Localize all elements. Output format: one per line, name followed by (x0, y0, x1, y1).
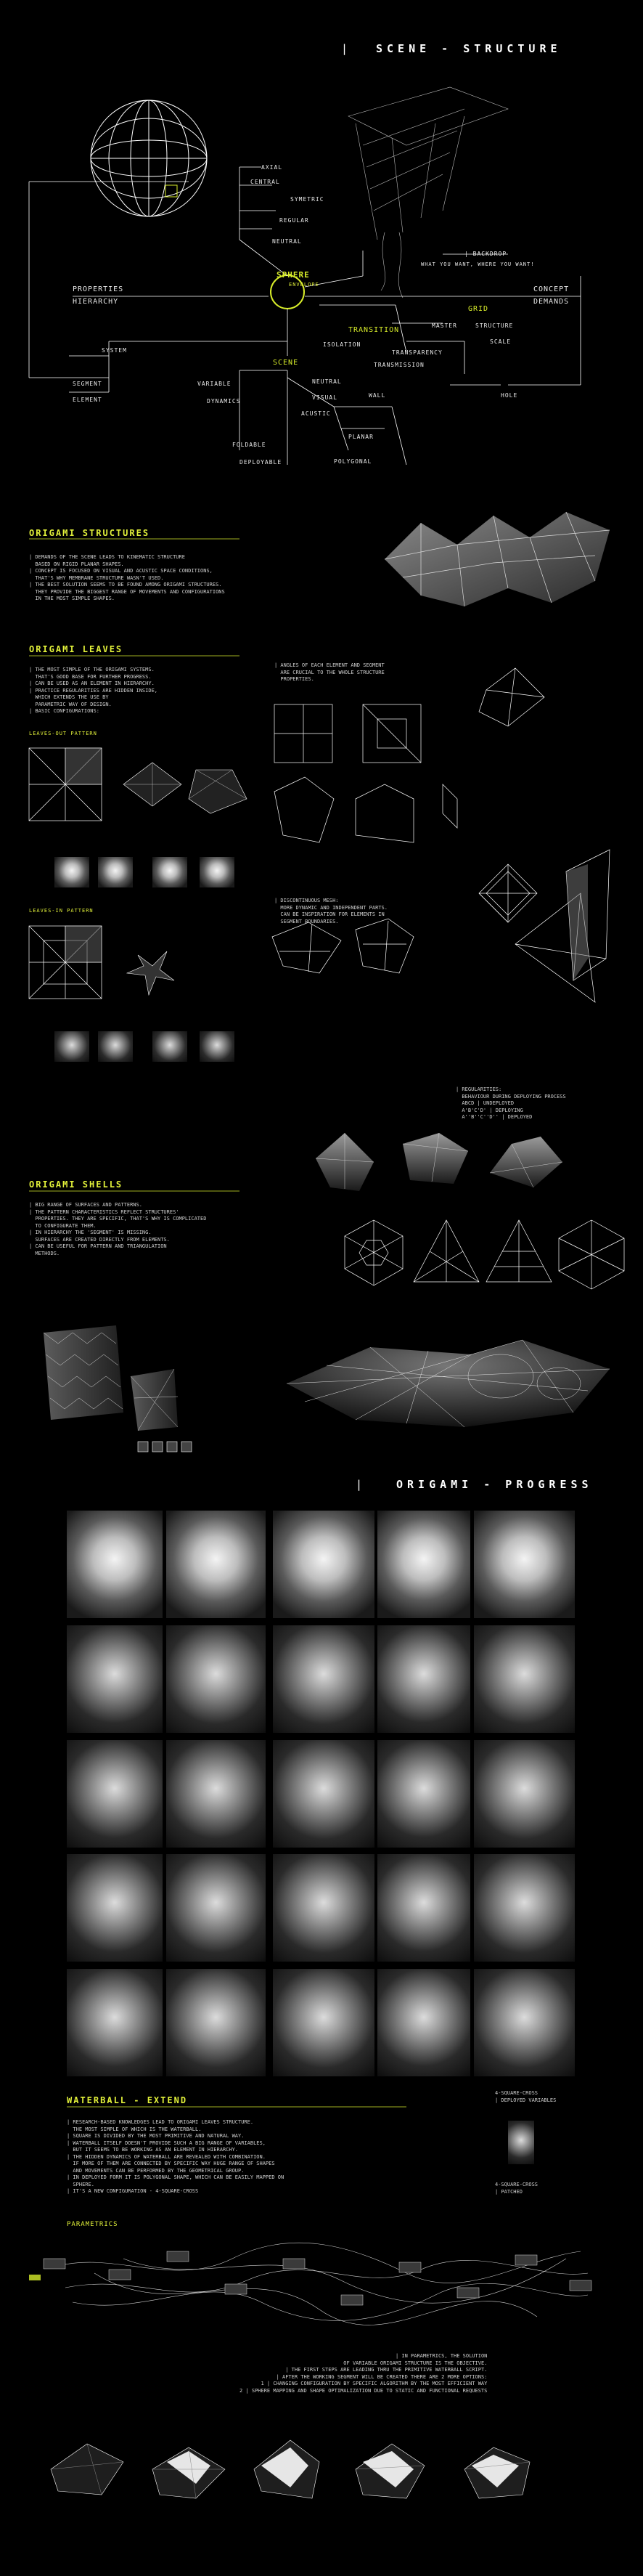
section-title-waterball: WATERBALL - EXTEND (67, 2095, 188, 2105)
label-segment: SEGMENT (73, 381, 102, 387)
waterball-deployed-photo (508, 2121, 534, 2164)
progress-photo-r1-c1 (67, 1511, 163, 1618)
label-grid: GRID (468, 305, 489, 313)
progress-photo-r4-c1 (67, 1854, 163, 1962)
shells-geodesic-surface (283, 1318, 617, 1434)
progress-photo-r2-c2 (166, 1625, 266, 1733)
label-transmission: TRANSMISSION (374, 362, 425, 368)
label-element: ELEMENT (73, 397, 102, 403)
label-dynamics: DYNAMICS (207, 398, 241, 405)
progress-photo-r2-c4 (377, 1625, 470, 1733)
progress-photo-r4-c2 (166, 1854, 266, 1962)
label-planar: PLANAR (348, 434, 374, 440)
title-underline (0, 2105, 643, 2113)
progress-photo-r2-c5 (474, 1625, 575, 1733)
progress-photo-r4-c5 (474, 1854, 575, 1962)
progress-photo-r1-c5 (474, 1511, 575, 1618)
label-structure: STRUCTURE (475, 322, 514, 329)
leaves-out-pattern-diagrams (29, 748, 290, 835)
progress-photo-r5-c4 (377, 1969, 470, 2076)
label-regular: REGULAR (279, 217, 309, 224)
label-concept: CONCEPT (533, 285, 570, 293)
label-wall: WALL (369, 392, 386, 399)
waterball-patched-label: 4-SQUARE-CROSS | PATCHED (495, 2182, 538, 2195)
progress-photo-r3-c4 (377, 1740, 470, 1848)
waterball-text: | RESEARCH-BASED KNOWLEDGES LEAD TO ORIGAMI LEAVES STRUCTURE. THE MOST SIMPLE OF WHICH IS THE WATERBALL. | SQUARE IS DIVIDED BY THE MOST PRIMITIVE AND NATURAL WAY. | WATERBALL ITSELF DOESN'T PROVIDE SUCH A BIG RANGE OF VARIABLES, BUT IT SEEMS TO BE WORKING AS AN ELEMENT IN HIERARCHY. | THE HIDDEN DYNAMICS OF WATERBALL ARE REVEALED WITH COMBINATION. IF MORE OF THEM ARE CONNECTED BY SPECIFIC WAY HUGE RANGE OF SHAPES AND MOVEMENTS CAN BE PERFORMED BY THE GEOMETRICAL GROUP. | IN DEPLOYED FORM IT IS POLYGONAL SHAPE, WHICH CAN BE EASILY MAPPED ON SPHERE. | IT'S A NEW CONFIGURATION - 4-SQUARE-CROSS (67, 2119, 284, 2194)
mindmap-diagram (0, 0, 643, 508)
label-master: MASTER (432, 322, 457, 329)
label-visual: VISUAL (312, 394, 337, 401)
progress-photo-r3-c1 (67, 1740, 163, 1848)
section-title-origami-structures: ORIGAMI STRUCTURES (29, 528, 150, 538)
leaves-angle-diagrams (269, 654, 617, 1017)
label-sphere: SPHERE (277, 270, 310, 280)
label-isolation: ISOLATION (323, 341, 361, 348)
shells-folded-paper-renders (29, 1311, 290, 1456)
label-polygonal: POLYGONAL (334, 458, 372, 465)
leaves-in-photo-4 (200, 1031, 234, 1062)
parametrics-title: PARAMETRICS (67, 2221, 118, 2228)
progress-photo-r1-c4 (377, 1511, 470, 1618)
folded-surface-render (377, 494, 624, 610)
progress-photo-r5-c2 (166, 1969, 266, 2076)
shells-renders-top (308, 1129, 613, 1209)
leaves-in-pattern-label: LEAVES-IN PATTERN (29, 908, 94, 914)
progress-photo-r1-c2 (166, 1511, 266, 1618)
label-envelope: ENVELOPE (289, 282, 319, 288)
leaves-in-pattern-diagrams (29, 926, 290, 1013)
leaves-photo-1 (54, 857, 89, 887)
label-neutral: NEUTRAL (272, 238, 302, 245)
label-hierarchy: HIERARCHY (73, 298, 119, 306)
leaves-in-photo-2 (98, 1031, 133, 1062)
label-transparency: TRANSPARENCY (392, 349, 443, 356)
section-title-origami-shells: ORIGAMI SHELLS (29, 1179, 123, 1190)
progress-photo-r5-c5 (474, 1969, 575, 2076)
leaves-photo-4 (200, 857, 234, 887)
progress-photo-r5-c3 (273, 1969, 374, 2076)
label-foldable: FOLDABLE (232, 442, 266, 448)
label-axial: AXIAL (261, 164, 283, 171)
leaves-in-photo-3 (152, 1031, 187, 1062)
label-backdrop: | BACKDROP (464, 251, 507, 257)
section-title-origami-leaves: ORIGAMI LEAVES (29, 644, 123, 654)
header-bar-2: | (356, 1478, 363, 1491)
progress-photo-r4-c3 (273, 1854, 374, 1962)
sphere-wireframe (91, 100, 207, 216)
label-variable: VARIABLE (197, 381, 232, 387)
leaves-regularities-text: | REGULARITIES: BEHAVIOUR DURING DEPLOYING PROCESS ABCD | UNDEPLOYED A'B'C'D' | DEPLOYING A''B''C''D'' | DEPLOYED (456, 1086, 566, 1120)
label-system: SYSTEM (102, 347, 127, 354)
label-hole: HOLE (501, 392, 518, 399)
leaves-discontinuous-text: | DISCONTINUOUS MESH: MORE DYNAMIC AND INDEPENDENT PARTS. CAN BE INSPIRATION FOR ELEMENTS IN SEGMENT BOUNDARIES. (274, 898, 388, 925)
progress-photo-r3-c2 (166, 1740, 266, 1848)
label-scene: SCENE (273, 359, 299, 367)
label-deployable: DEPLOYABLE (239, 459, 282, 466)
page-title-origami-progress: ORIGAMI - PROGRESS (396, 1478, 593, 1491)
header-bar: | (341, 42, 348, 55)
shells-text: | BIG RANGE OF SURFACES AND PATTERNS. | THE PATTERN CHARACTERISTICS REFLECT STRUCTURES' PROPERTIES. THEY ARE SPECIFIC, THAT'S WHY IS COMPLICATED TO CONFIGURATE THEM. | IN HIERARCHY THE 'SEGMENT' IS MISSING. SURFACES ARE CREATED DIRECTLY FROM ELEMENTS. | CAN BE USEFUL FOR PATTERN AND TRIANGULATION METHODS. (29, 1202, 207, 1256)
parametrics-node-graph (29, 2230, 610, 2346)
label-demands: DEMANDS (533, 298, 570, 306)
leaves-photo-2 (98, 857, 133, 887)
progress-photo-r5-c1 (67, 1969, 163, 2076)
label-backdrop-question: WHAT YOU WANT, WHERE YOU WANT! (421, 261, 535, 267)
origami-structures-text: | DEMANDS OF THE SCENE LEADS TO KINEMATIC STRUCTURE BASED ON RIGID PLANAR SHAPES. | CONCEPT IS FOCUSED ON VISUAL AND ACUSTIC SPACE CONDITIONS, THAT'S WHY MEMBRANE STRUCTURE WASN'T USED. | THE BEST SOLUTION SEEMS TO BE FOUND AMONG ORIGAMI STRUCTURES. THEY PROVIDE THE BIGGEST RANGE OF MOVEMENTS AND CONFIGURATIONS IN THE MOST SIMPLE SHAPES. (29, 554, 225, 601)
progress-photo-r4-c4 (377, 1854, 470, 1962)
leaves-text: | THE MOST SIMPLE OF THE ORIGAMI SYSTEMS. THAT'S GOOD BASE FOR FURTHER PROGRESS. | CAN BE USED AS AN ELEMENT IN HIERARCHY. | PRACTICE REGULARITIES ARE HIDDEN INSIDE, WHICH EXTENDS THE USE BY PARAMETRIC WAY OF DESIGN. | BASIC CONFIGURATIONS: (29, 667, 158, 714)
label-symetric: SYMETRIC (290, 196, 324, 203)
label-transition: TRANSITION (348, 326, 400, 334)
progress-photo-r1-c3 (273, 1511, 374, 1618)
leaves-out-pattern-label: LEAVES-OUT PATTERN (29, 731, 97, 736)
progress-photo-r3-c5 (474, 1740, 575, 1848)
label-neutral-2: NEUTRAL (312, 378, 342, 385)
progress-photo-r3-c3 (273, 1740, 374, 1848)
label-scale: SCALE (490, 338, 512, 345)
waterball-deployed-label: 4-SQUARE-CROSS | DEPLOYED VARIABLES (495, 2090, 557, 2103)
parametrics-folded-patterns (29, 2433, 610, 2506)
leaves-photo-3 (152, 857, 187, 887)
leaves-in-photo-1 (54, 1031, 89, 1062)
progress-photo-r2-c3 (273, 1625, 374, 1733)
leaves-angles-text: | ANGLES OF EACH ELEMENT AND SEGMENT ARE CRUCIAL TO THE WHOLE STRUCTURE PROPERTIES. (274, 662, 385, 682)
label-acustic: ACUSTIC (301, 410, 331, 417)
label-properties: PROPERTIES (73, 285, 124, 293)
label-central: CENTRAL (250, 179, 280, 185)
page-title-scene-structure: SCENE - STRUCTURE (376, 42, 562, 55)
parametrics-text: | IN PARAMETRICS, THE SOLUTION OF VARIABLE ORIGAMI STRUCTURE IS THE OBJECTIVE. | THE FIRST STEPS ARE LEADING THRU THE PRIMITIVE WATERBALL SCRIPT. | AFTER THE WORKING SEGMENT WILL BE CREATED THERE ARE 2 MORE OPTIONS: 1 | CHANGING CONFIGURATION BY SPECIFIC ALGORITHM BY THE MOST EFFICIENT WAY 2 | SPHERE MAPPING AND SHAPE OPTIMALIZATION DUE TO STATIC AND FUNCTIONAL REQUESTS (239, 2353, 488, 2394)
progress-photo-r2-c1 (67, 1625, 163, 1733)
shells-pattern-diagrams (341, 1216, 643, 1296)
